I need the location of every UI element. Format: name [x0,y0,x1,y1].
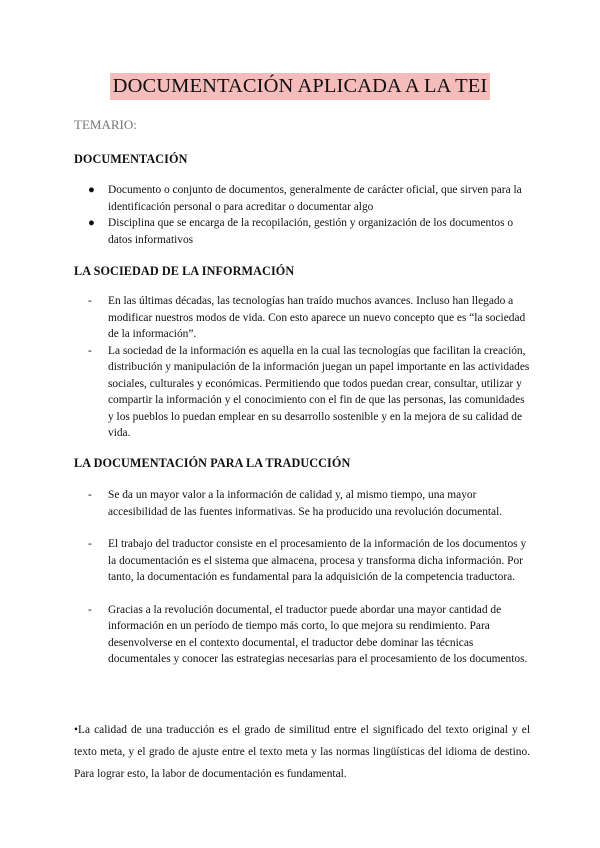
dash-marker: - [88,344,92,357]
section-heading-documentacion: DOCUMENTACIÓN [74,152,188,166]
list-item [0,602,600,668]
list-item [0,182,600,215]
dash-marker: - [88,603,92,616]
section-list-documentacion [0,182,600,248]
section-list-sociedad [0,293,600,442]
list-item [0,215,600,248]
dash-marker: - [88,489,92,501]
title-wrapper [0,73,600,100]
section-list-traduccion [0,487,600,684]
document-title: DOCUMENTACIÓN APLICADA A LA TEI [110,73,491,100]
list-item-text: Gracias a la revolución documental, el traductor puede abordar una mayor cantidad de información en un período de tiempo más corto, lo que mejora su rendimiento. Para desenvolverse en el contexto documental, el traductor debe dominar las técnicas documentales y conocer las estrategias necesarias para el procesamiento de los documentos. [108,603,528,665]
section-heading-traduccion: LA DOCUMENTACIÓN PARA LA TRADUCCIÓN [74,456,351,470]
list-item-text: Se da un mayor valor a la información de calidad y, al mismo tiempo, una mayor accesibilidad de las fuentes informativas. Se ha producido una revolución documental. [108,489,503,518]
list-item [0,343,600,442]
list-item-text: Disciplina que se encarga de la recopilación, gestión y organización de los documentos o datos informativos [108,217,514,246]
bullet-marker: ● [88,184,95,196]
list-item-text: Documento o conjunto de documentos, generalmente de carácter oficial, que sirven para la identificación personal o para acreditar o documentar algo [108,184,522,213]
list-item-text: El trabajo del traductor consiste en el procesamiento de la información de los documentos y la documentación es el sistema que almacena, procesa y transforma dicha información. Por tanto, la documentación es fundamental para la adquisición de la competencia traductora. [108,538,527,583]
temario-label: TEMARIO: [74,117,137,132]
list-item [0,536,600,586]
dash-marker: - [88,295,92,307]
bullet-marker: ● [88,217,95,229]
section-heading-sociedad: LA SOCIEDAD DE LA INFORMACIÓN [74,264,295,278]
list-item [0,487,600,520]
list-item-text: En las últimas décadas, las tecnologías han traído muchos avances. Incluso han llegado a modificar nuestros modos de vida. Con esto aparece un nuevo concepto que es “la sociedad de la información”. [108,295,526,340]
list-item [0,293,600,343]
dash-marker: - [88,538,92,550]
closing-paragraph: •La calidad de una traducción es el grado de similitud entre el significado del texto original y el texto meta, y el grado de ajuste entre el texto meta y las normas lingüísticas del idioma de destino. Para lograr esto, la labor de documentación es fundamental. [74,724,530,781]
list-item-text: La sociedad de la información es aquella en la cual las tecnologías que facilitan la creación, distribución y manipulación de la información juegan un papel importante en las actividades sociales, culturales y económicas. Permitiendo que todos puedan crear, consultar, utilizar y compartir la información y el conocimiento con el fin de que las personas, las comunidades y los pueblos lo puedan emplear en su desarrollo sostenible y en la mejora de su calidad de vida. [108,344,530,439]
